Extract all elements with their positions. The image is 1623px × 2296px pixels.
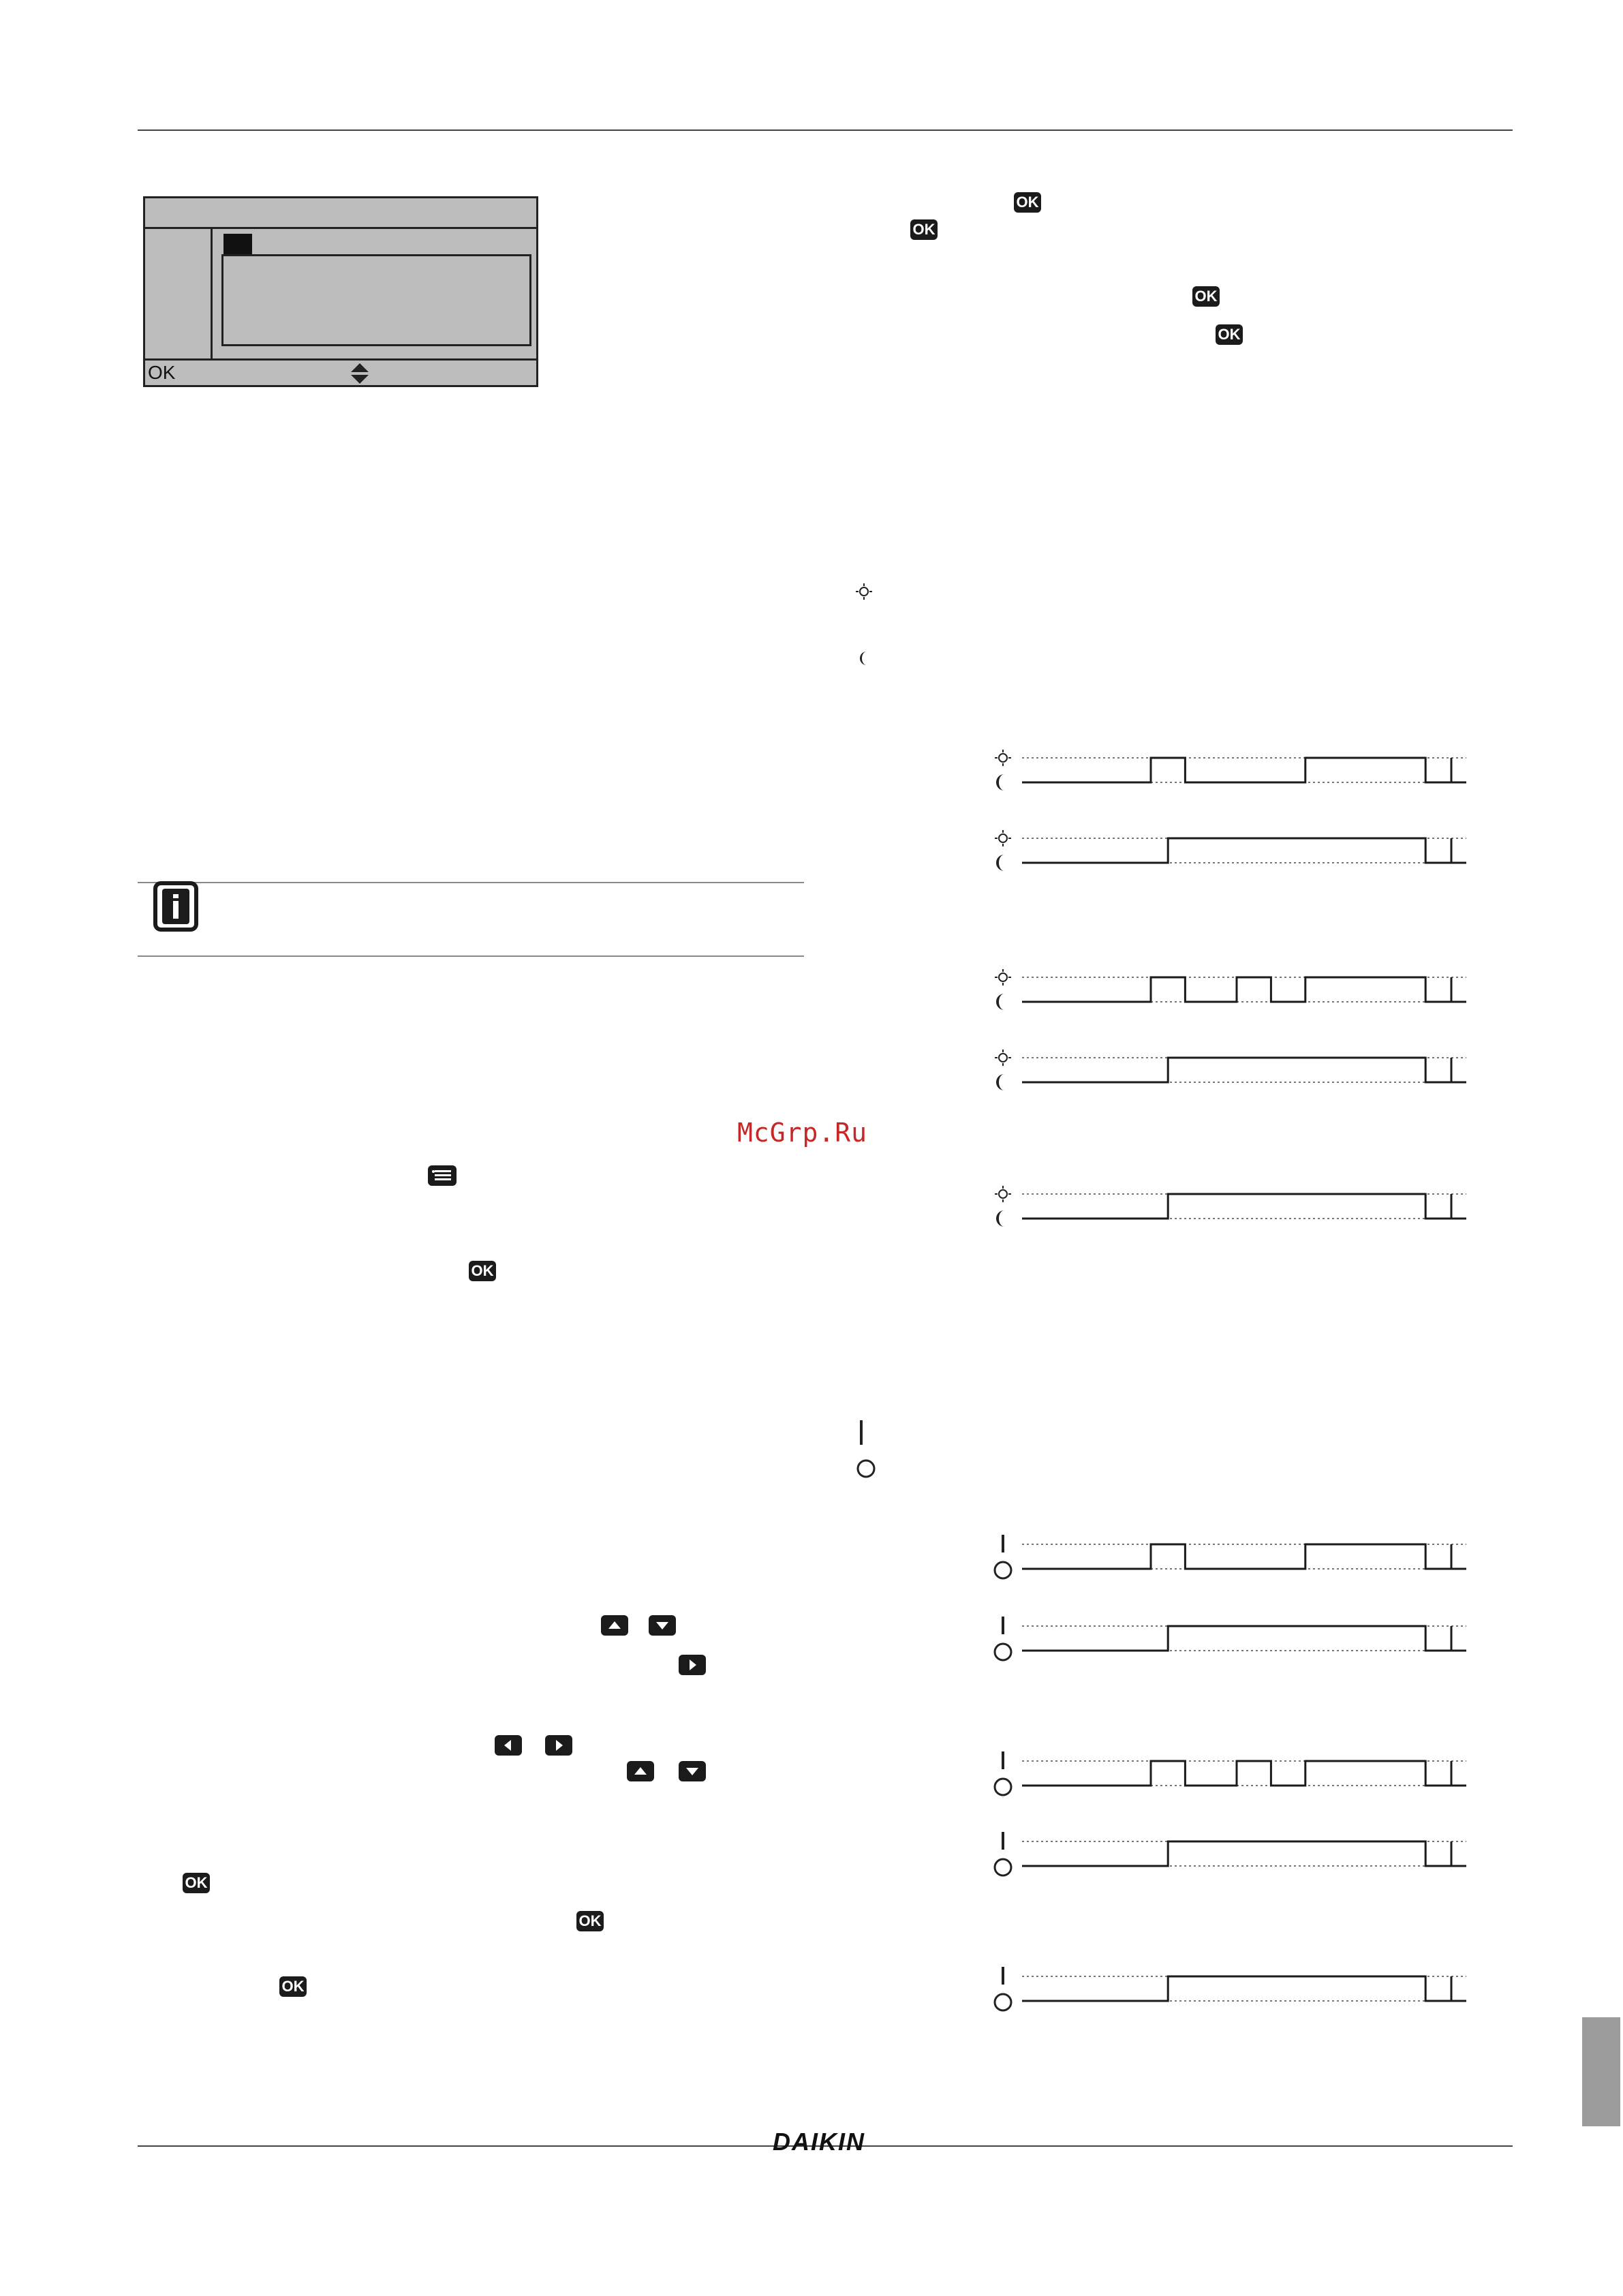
up-arrow-key-icon	[627, 1761, 654, 1781]
daikin-logo: DAIKIN	[773, 2128, 865, 2156]
header-rule	[138, 129, 1513, 131]
ok-key-icon: OK	[183, 1873, 210, 1893]
on-line-icon	[1002, 1832, 1004, 1850]
off-circle-icon	[995, 1859, 1011, 1876]
eco-moon-icon	[996, 774, 1004, 791]
menu-icon	[428, 1165, 457, 1186]
on-line-icon	[1002, 1535, 1004, 1552]
ok-key-icon: OK	[910, 219, 938, 240]
right-arrow-key-icon	[679, 1655, 706, 1675]
off-circle-icon	[856, 1458, 876, 1479]
lcd-selection-cursor	[223, 234, 252, 254]
schedule-step-line	[1022, 1626, 1466, 1651]
ok-key-icon: OK	[1216, 324, 1243, 345]
comfort-sun-icon	[995, 750, 1011, 766]
down-arrow-key-icon	[649, 1615, 676, 1636]
info-note-top-rule	[138, 882, 804, 883]
schedule-charts	[981, 750, 1513, 2045]
off-circle-icon	[995, 1562, 1011, 1578]
lcd-side-panel	[145, 229, 213, 358]
on-line-icon	[1002, 1751, 1004, 1769]
comfort-sun-icon	[995, 1050, 1011, 1066]
section-side-tab	[1582, 2017, 1620, 2126]
on-line-icon	[1002, 1617, 1004, 1634]
up-down-icon	[350, 362, 370, 385]
up-arrow-key-icon	[601, 1615, 628, 1636]
info-note-bottom-rule	[138, 955, 804, 957]
lcd-inner-box	[221, 254, 531, 346]
ok-key-icon: OK	[576, 1911, 604, 1931]
right-arrow-key-icon	[545, 1735, 572, 1756]
off-circle-icon	[995, 1644, 1011, 1660]
info-icon	[151, 881, 200, 935]
ok-key-icon: OK	[279, 1976, 307, 1997]
ok-key-icon: OK	[1014, 192, 1041, 213]
ok-key-icon: OK	[1192, 286, 1220, 307]
eco-moon-icon	[996, 855, 1004, 871]
off-circle-icon	[995, 1779, 1011, 1795]
lcd-screen	[143, 196, 538, 387]
comfort-sun-icon	[995, 969, 1011, 985]
schedule-step-line	[1022, 838, 1466, 863]
schedule-step-line	[1022, 1194, 1466, 1219]
schedule-step-line	[1022, 977, 1466, 1002]
off-circle-icon	[995, 1994, 1011, 2010]
down-arrow-key-icon	[679, 1761, 706, 1781]
schedule-step-line	[1022, 1058, 1466, 1082]
schedule-step-line	[1022, 1841, 1466, 1866]
left-arrow-key-icon	[495, 1735, 522, 1756]
eco-moon-icon	[996, 1210, 1004, 1227]
eco-moon-icon	[857, 650, 871, 667]
on-line-icon	[1002, 1967, 1004, 1985]
watermark-text: McGrp.Ru	[737, 1118, 868, 1148]
comfort-sun-icon	[995, 1186, 1011, 1202]
ok-key-icon: OK	[469, 1261, 496, 1281]
eco-moon-icon	[996, 1074, 1004, 1090]
lcd-title-bar	[145, 198, 536, 229]
schedule-step-line	[1022, 1761, 1466, 1786]
comfort-sun-icon	[856, 583, 872, 600]
lcd-ok-label: OK	[148, 362, 176, 383]
on-line-icon	[859, 1420, 864, 1445]
eco-moon-icon	[996, 994, 1004, 1010]
comfort-sun-icon	[995, 830, 1011, 846]
lcd-footer-bar	[145, 358, 536, 389]
schedule-step-line	[1022, 1544, 1466, 1569]
schedule-step-line	[1022, 1976, 1466, 2001]
schedule-step-line	[1022, 758, 1466, 782]
